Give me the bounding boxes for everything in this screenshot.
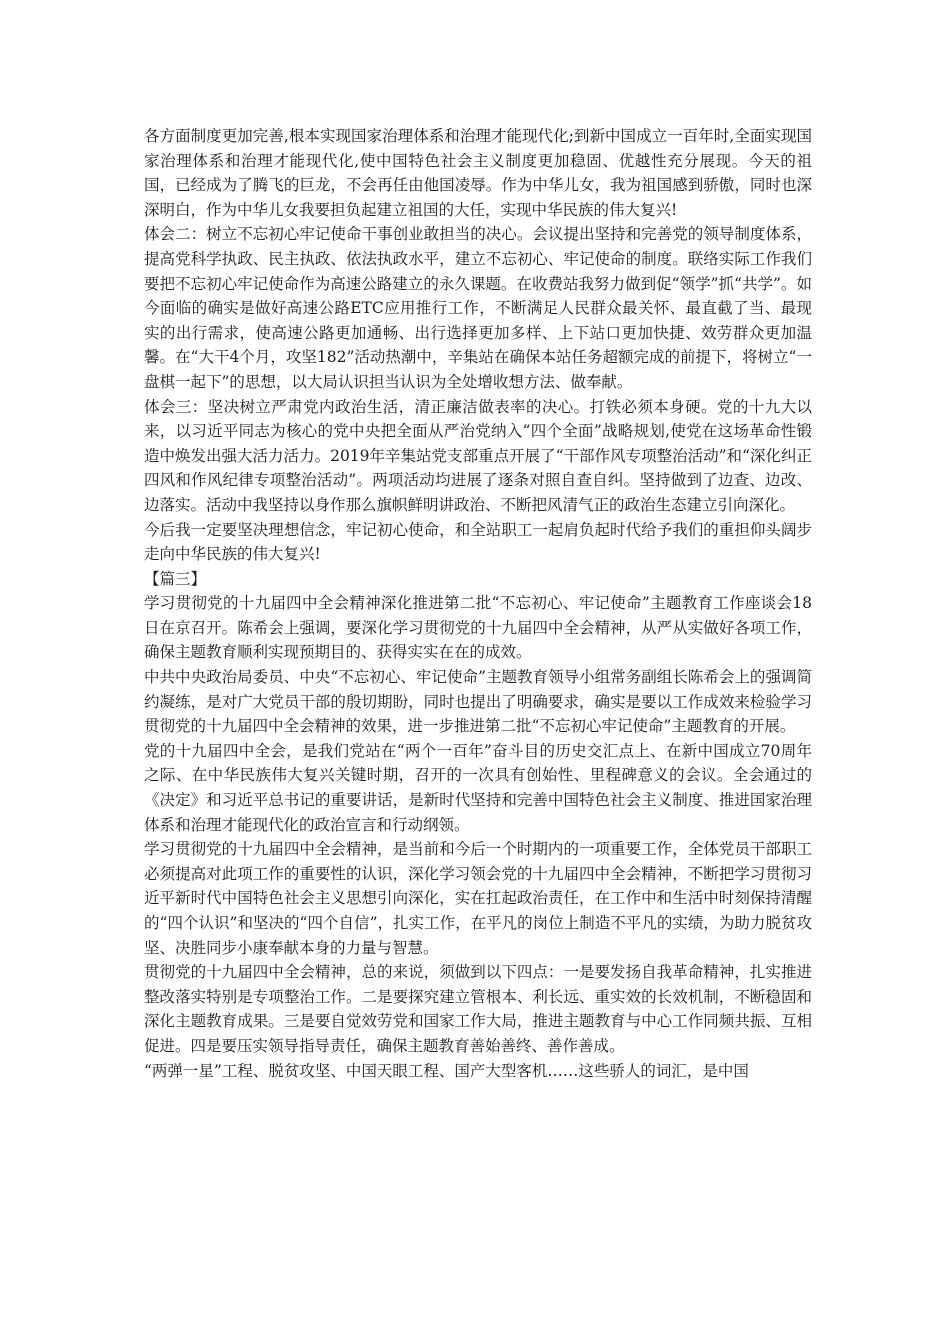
paragraph-plenary-session: 党的十九届四中全会，是我们党站在“两个一百年”奋斗目的历史交汇点上、在新中国成立70周年之际、在中华民族伟大复兴关键时期，召开的一次具有创始性、里程碑意义的会议。全会通过的《决定》和习近平总书记的重要讲话，是新时代坚持和完善中国特色社会主义制度、推进国家治理体系和治理才能现代化的政治宣言和行动纲领。 — [144, 741, 812, 834]
paragraph-resolution: 今后我一定要坚决理想信念，牢记初心使命，和全站职工一起肩负起时代给予我们的重担仰头阔步走向中华民族的伟大复兴! — [144, 520, 812, 564]
paragraph-achievements: “两弹一星”工程、脱贫攻坚、中国天眼工程、国产大型客机……这些骄人的词汇，是中国 — [144, 1061, 749, 1080]
paragraph-insight-two: 体会二：树立不忘初心牢记使命干事创业敢担当的决心。会议提出坚持和完善党的领导制度体系，提高党科学执政、民主执政、依法执政水平，建立不忘初心、牢记使命的制度。联络实际工作我们要把不忘初心牢记使命作为高速公路建立的永久课题。在收费站我努力做到促“领学”抓“共学”。如今面临的确实是做好高速公路ETC应用推行工作，不断满足人民群众最关怀、最直截了当、最现实的出行需求，使高速公路更加通畅、出行选择更加多样、上下站口更加快捷、效劳群众更加温馨。在“大干4个月，攻坚182”活动热潮中，辛集站在确保本站任务超额完成的前提下，将树立“一盘棋一起下”的思想，以大局认识担当认识为全处增收想方法、做奉献。 — [144, 225, 812, 391]
paragraph-insight-three: 体会三：坚决树立严肃党内政治生活，清正廉洁做表率的决心。打铁必须本身硬。党的十九大以来，以习近平同志为核心的党中央把全面从严治党纳入“四个全面”战略规划,使党在这场革命性锻造中焕发出强大活力活力。2019年辛集站党支部重点开展了“干部作风专项整治活动”和“深化纠正四风和作风纪律专项整治活动”。两项活动均进展了逐条对照自查自纠。坚持做到了边查、边改、边落实。活动中我坚持以身作那么旗帜鲜明讲政治、不断把风清气正的政治生态建立引向深化。 — [144, 397, 812, 514]
paragraph-meeting-summary: 学习贯彻党的十九届四中全会精神深化推进第二批“不忘初心、牢记使命”主题教育工作座谈会18日在京召开。陈希会上强调，要深化学习贯彻党的十九届四中全会精神，从严从实做好各项工作，确保主题教育顺利实现预期目的、获得实实在在的成效。 — [144, 594, 812, 662]
paragraph-chen-xi-remarks: 中共中央政治局委员、中央“不忘初心、牢记使命”主题教育领导小组常务副组长陈希会上的强调简约凝练，是对广大党员干部的殷切期盼，同时也提出了明确要求，确实是要以工作成效来检验学习贯彻党的十九届四中全会精神的效果，进一步推进第二批“不忘初心牢记使命”主题教育的开展。 — [144, 668, 812, 736]
paragraph-study-implementation: 学习贯彻党的十九届四中全会精神，是当前和今后一个时期内的一项重要工作，全体党员干部职工必须提高对此项工作的重要性的认识，深化学习领会党的十九届四中全会精神，不断把学习贯彻习近平新时代中国特色社会主义思想引向深化，实在扛起政治责任，在工作中和生活中时刻保持清醒的“四个认识”和坚决的“四个自信”，扎实工作，在平凡的岗位上制造不平凡的实绩，为助力脱贫攻坚、决胜同步小康奉献本身的力量与智慧。 — [144, 840, 812, 957]
section-heading-part-three: 【篇三】 — [144, 569, 207, 588]
paragraph-four-points: 贯彻党的十九届四中全会精神，总的来说，须做到以下四点：一是要发扬自我革命精神，扎实推进整改落实特别是专项整治工作。二是要探究建立管根本、利长远、重实效的长效机制，不断稳固和深化主题教育成果。三是要自觉效劳党和国家工作大局，推进主题教育与中心工作同频共振、互相促进。四是要压实领导指导责任，确保主题教育善始善终、善作善成。 — [144, 963, 812, 1055]
document-body — [144, 124, 812, 1083]
paragraph-intro-continuation: 各方面制度更加完善,根本实现国家治理体系和治理才能现代化;到新中国成立一百年时,全面实现国家治理体系和治理才能现代化,使中国特色社会主义制度更加稳固、优越性充分展现。今天的祖国，已经成为了腾飞的巨龙，不会再任由他国凌辱。作为中华儿女，我为祖国感到骄傲，同时也深深明白，作为中华儿女我要担负起建立祖国的大任，实现中华民族的伟大复兴! — [144, 127, 812, 219]
